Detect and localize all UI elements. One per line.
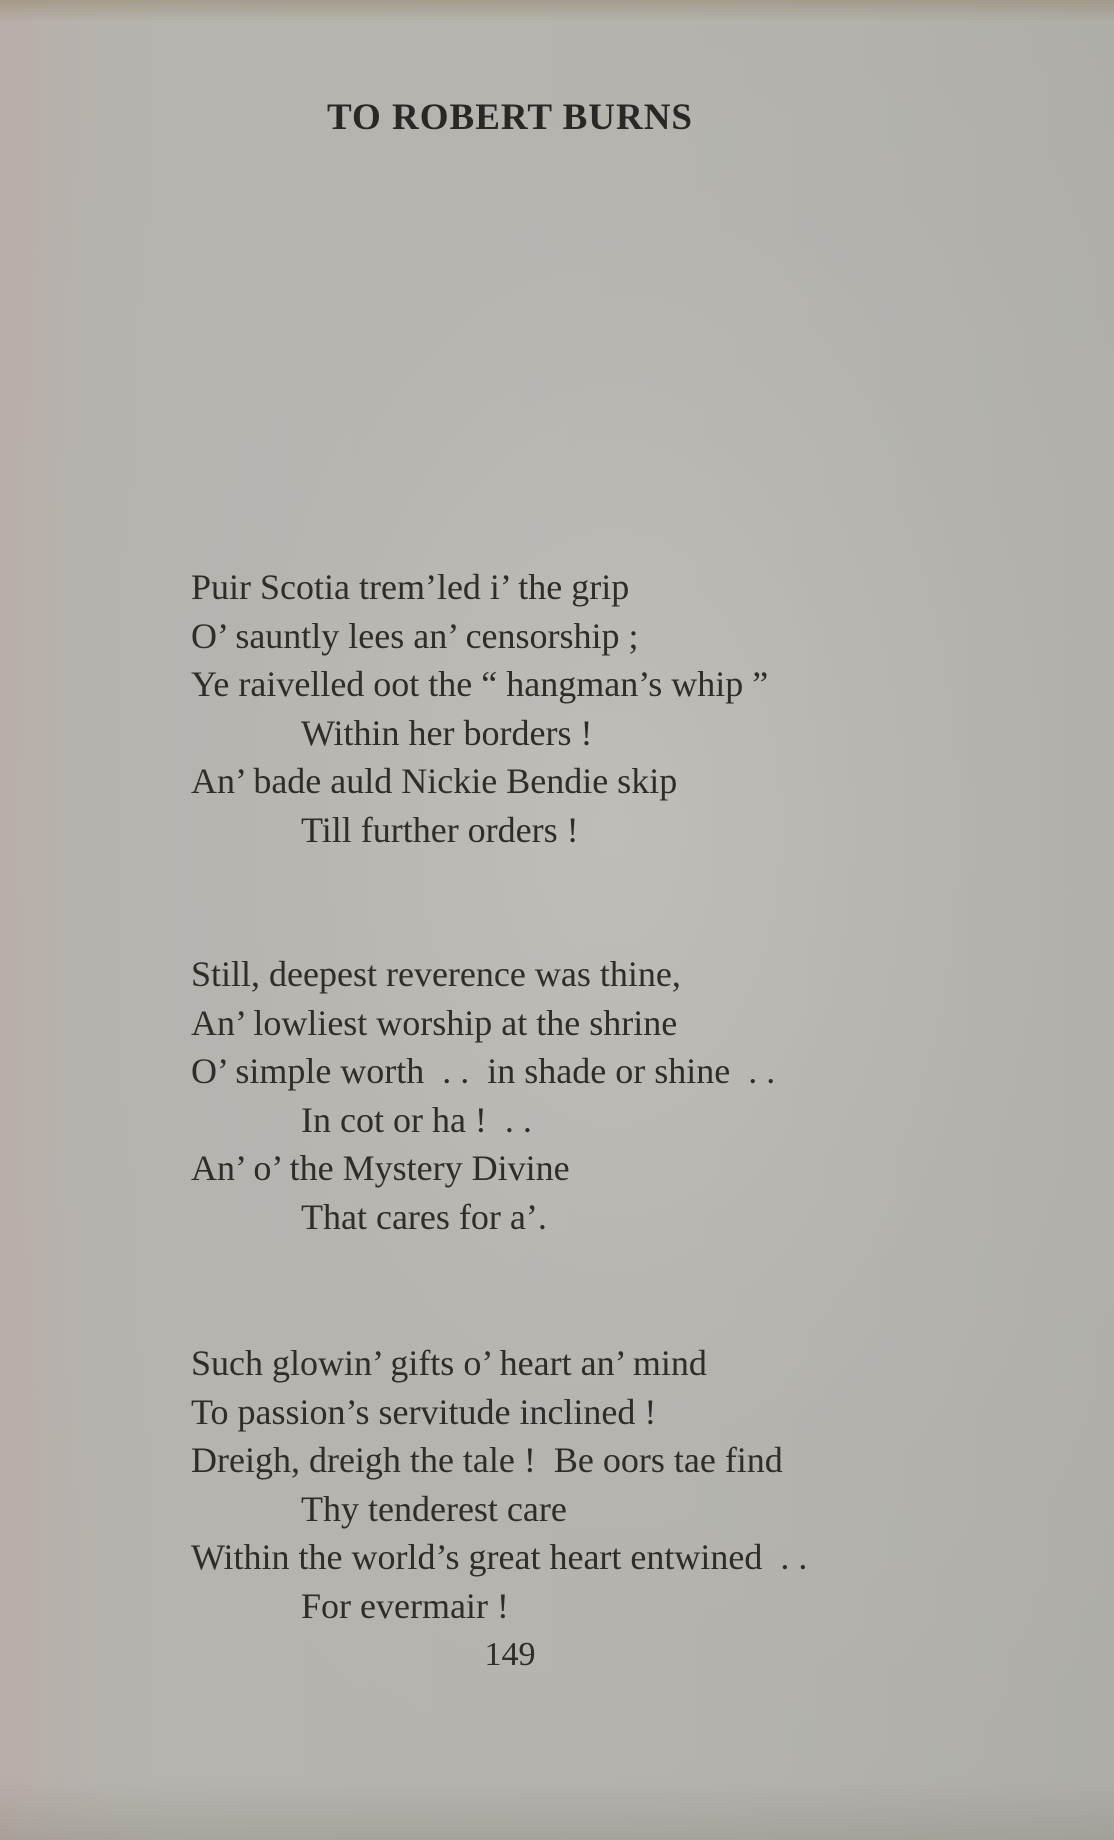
verse-line-indented: In cot or ha ! . . xyxy=(301,1099,532,1140)
verse-line: An’ bade auld Nickie Bendie skip xyxy=(191,761,678,801)
poem-title: TO ROBERT BURNS xyxy=(327,97,693,138)
stanza-1 xyxy=(191,563,768,854)
verse-line: Within the world’s great heart entwined . . xyxy=(191,1537,808,1577)
verse-line-indented: Within her borders ! xyxy=(301,712,593,753)
stanza-3 xyxy=(191,1339,807,1630)
verse-line: Ye raivelled oot the “ hangman’s whip ” xyxy=(191,664,769,704)
verse-line: To passion’s servitude inclined ! xyxy=(191,1391,657,1432)
verse-line-indented: That cares for a’. xyxy=(301,1196,547,1237)
verse-line: Puir Scotia trem’led i’ the grip xyxy=(191,567,630,607)
verse-line: Dreigh, dreigh the tale ! Be oors tae find xyxy=(191,1440,783,1480)
verse-line-indented: Till further orders ! xyxy=(301,809,579,850)
verse-line: O’ sauntly lees an’ censorship ; xyxy=(191,615,639,656)
page-number: 149 xyxy=(484,1636,536,1673)
verse-line-indented: Thy tenderest care xyxy=(301,1488,567,1529)
stanza-2 xyxy=(191,950,775,1241)
verse-line: Still, deepest reverence was thine, xyxy=(191,954,681,994)
verse-line-indented: For evermair ! xyxy=(301,1585,509,1626)
verse-line: An’ lowliest worship at the shrine xyxy=(191,1002,678,1043)
verse-line: An’ o’ the Mystery Divine xyxy=(191,1148,570,1188)
verse-line: O’ simple worth . . in shade or shine . . xyxy=(191,1051,776,1091)
verse-line: Such glowin’ gifts o’ heart an’ mind xyxy=(191,1343,707,1383)
